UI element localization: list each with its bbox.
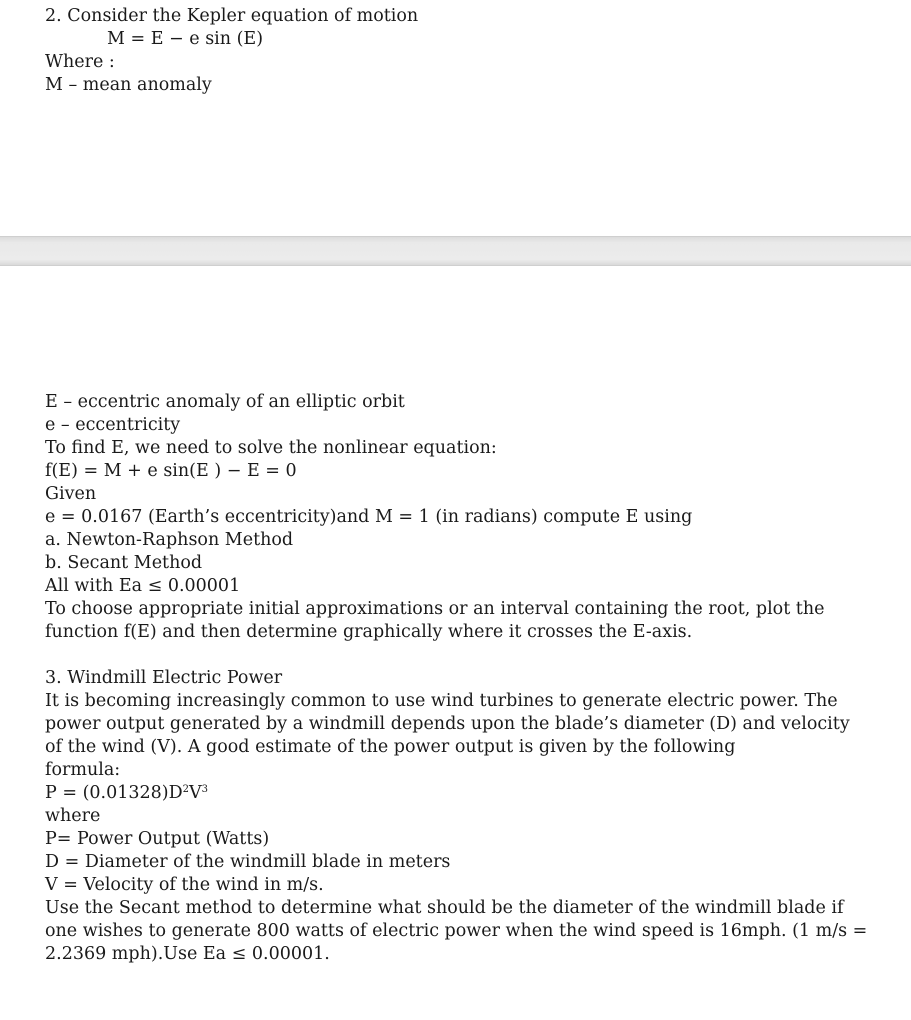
definition-p: P= Power Output (Watts) (45, 829, 270, 849)
choose-line-1: To choose appropriate initial approximations or an interval containing the root, plot the (45, 599, 825, 619)
power-formula (45, 782, 875, 805)
q3-line-2: power output generated by a windmill depends upon the blade’s diameter (D) and velocity (45, 714, 850, 734)
where-label: Where : (45, 52, 115, 72)
definition-v: V = Velocity of the wind in m/s. (45, 875, 324, 895)
page2-text (45, 391, 875, 966)
q3-line-4: formula: (45, 760, 121, 780)
definition-e-anomaly: E – eccentric anomaly of an elliptic orbit (45, 392, 405, 412)
kepler-equation: M = E − e sin (E) (107, 29, 264, 49)
nonlinear-equation: f(E) = M + e sin(E ) − E = 0 (45, 461, 297, 481)
formula-exponent-v: 3 (201, 784, 209, 795)
task-line-2: one wishes to generate 800 watts of electric power when the wind speed is 16mph. (1 m/s = (45, 921, 868, 941)
q3-title: 3. Windmill Electric Power (45, 668, 283, 688)
q2-title: 2. Consider the Kepler equation of motion (45, 6, 419, 26)
q3-line-1: It is becoming increasingly common to use wind turbines to generate electric power. The (45, 691, 838, 711)
definition-m: M – mean anomaly (45, 75, 212, 95)
definition-d: D = Diameter of the windmill blade in meters (45, 852, 451, 872)
formula-exponent-d: 2 (182, 784, 189, 795)
tolerance: All with Ea ≤ 0.00001 (45, 576, 241, 596)
formula-v: V (189, 783, 202, 803)
given-label: Given (45, 484, 97, 504)
choose-line-2: function f(E) and then determine graphically where it crosses the E-axis. (45, 622, 693, 642)
method-b: b. Secant Method (45, 553, 203, 573)
page-separator (0, 236, 911, 266)
formula-base: P = (0.01328)D (45, 783, 183, 803)
task-line-3: 2.2369 mph).Use Ea ≤ 0.00001. (45, 944, 330, 964)
given-values: e = 0.0167 (Earth’s eccentricity)and M = 1 (in radians) compute E using (45, 507, 693, 527)
definition-eccentricity: e – eccentricity (45, 415, 181, 435)
task-line-1: Use the Secant method to determine what should be the diameter of the windmill blade if (45, 898, 844, 918)
page1-text (45, 5, 875, 97)
where-label-2: where (45, 806, 101, 826)
method-a: a. Newton-Raphson Method (45, 530, 294, 550)
to-find-text: To find E, we need to solve the nonlinear equation: (45, 438, 497, 458)
q3-line-3: of the wind (V). A good estimate of the power output is given by the following (45, 737, 736, 757)
